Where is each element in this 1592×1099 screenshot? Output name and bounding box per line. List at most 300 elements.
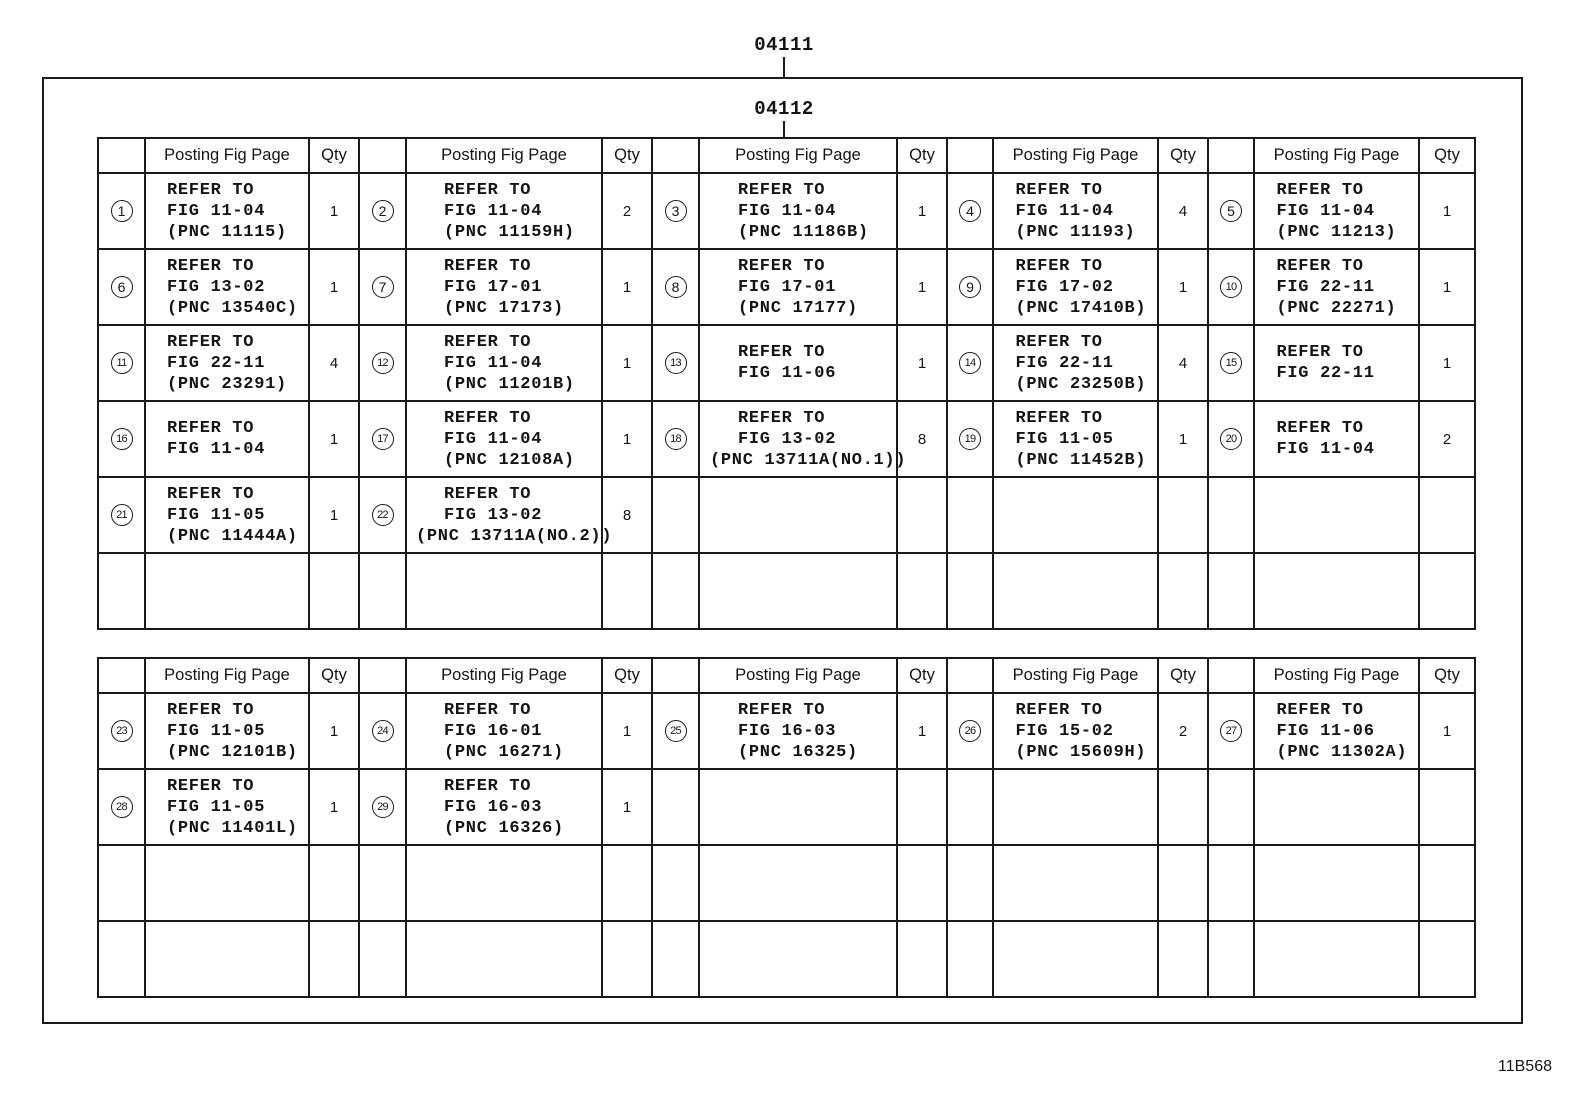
callout-number-icon: 13 <box>665 352 687 374</box>
reference-line: FIG 11-05 <box>167 721 266 741</box>
reference-line: REFER TO <box>444 484 532 504</box>
reference-line: FIG 11-05 <box>1015 429 1114 449</box>
reference-line: FIG 11-06 <box>1276 721 1375 741</box>
qty-cell <box>1158 325 1208 401</box>
reference-text <box>444 332 575 395</box>
reference-line: REFER TO <box>444 776 532 796</box>
posting-cell <box>993 249 1158 325</box>
posting-cell <box>145 693 309 769</box>
reference-line: (PNC 11159H) <box>444 222 575 242</box>
callout-number-icon: 25 <box>665 720 687 742</box>
posting-cell <box>406 921 602 997</box>
callout-cell <box>652 921 699 997</box>
reference-line: REFER TO <box>1015 180 1103 200</box>
posting-fig-page-header: Posting Fig Page <box>699 138 897 173</box>
qty-cell <box>602 769 652 845</box>
qty-header: Qty <box>602 658 652 693</box>
reference-line: FIG 16-03 <box>444 797 543 817</box>
reference-text <box>738 180 869 243</box>
quantity-value: 1 <box>329 506 339 524</box>
reference-line: REFER TO <box>167 180 255 200</box>
qty-cell <box>1158 693 1208 769</box>
reference-line: (PNC 16271) <box>444 742 564 762</box>
posting-cell <box>145 769 309 845</box>
reference-line: (PNC 12108A) <box>444 450 575 470</box>
posting-cell <box>145 325 309 401</box>
qty-cell <box>1158 553 1208 629</box>
posting-cell <box>145 249 309 325</box>
qty-cell <box>1158 249 1208 325</box>
quantity-value: 1 <box>329 202 339 220</box>
callout-header-cell <box>98 138 145 173</box>
table-row <box>98 553 1475 629</box>
subassembly-code-label: 04112 <box>754 98 814 120</box>
reference-line: FIG 11-04 <box>1276 201 1375 221</box>
quantity-value: 1 <box>622 278 632 296</box>
reference-line: (PNC 17410B) <box>1015 298 1147 318</box>
qty-cell <box>602 553 652 629</box>
qty-cell <box>1419 921 1475 997</box>
posting-cell <box>1254 921 1419 997</box>
quantity-value: 1 <box>329 278 339 296</box>
callout-number-icon: 19 <box>959 428 981 450</box>
posting-fig-page-header: Posting Fig Page <box>406 658 602 693</box>
quantity-value: 8 <box>622 506 632 524</box>
quantity-value: 1 <box>329 722 339 740</box>
reference-text <box>738 342 858 384</box>
posting-cell <box>993 553 1158 629</box>
table-row <box>98 477 1475 553</box>
reference-line: FIG 17-02 <box>1015 277 1114 297</box>
quantity-value: 2 <box>1442 430 1452 448</box>
callout-cell <box>947 477 993 553</box>
posting-cell <box>1254 249 1419 325</box>
reference-text <box>1015 332 1147 395</box>
subassembly-leader-line <box>783 121 785 137</box>
qty-cell <box>1158 769 1208 845</box>
posting-cell <box>145 921 309 997</box>
reference-line: REFER TO <box>167 776 255 796</box>
posting-cell <box>145 401 309 477</box>
posting-cell <box>699 477 897 553</box>
qty-cell <box>1158 477 1208 553</box>
callout-number-icon: 16 <box>111 428 133 450</box>
qty-cell <box>1158 401 1208 477</box>
quantity-value: 1 <box>1442 722 1452 740</box>
reference-line: (PNC 11115) <box>167 222 287 242</box>
callout-cell <box>1208 769 1254 845</box>
reference-line: (PNC 11452B) <box>1015 450 1147 470</box>
posting-cell <box>993 325 1158 401</box>
callout-number-icon: 6 <box>111 276 133 298</box>
qty-cell <box>897 553 947 629</box>
reference-line: (PNC 16325) <box>738 742 858 762</box>
qty-cell <box>1419 769 1475 845</box>
callout-cell <box>652 401 699 477</box>
reference-text <box>167 332 287 395</box>
qty-cell <box>309 249 359 325</box>
posting-cell <box>1254 401 1419 477</box>
quantity-value: 1 <box>1178 278 1188 296</box>
quantity-value: 8 <box>917 430 927 448</box>
callout-cell <box>1208 477 1254 553</box>
callout-cell <box>947 921 993 997</box>
posting-cell <box>699 553 897 629</box>
reference-line: REFER TO <box>1276 343 1364 362</box>
reference-line: REFER TO <box>444 180 532 200</box>
reference-text <box>1015 408 1147 471</box>
table-row <box>98 845 1475 921</box>
quantity-value: 1 <box>1442 354 1452 372</box>
reference-line: FIG 16-01 <box>444 721 543 741</box>
quantity-value: 1 <box>622 430 632 448</box>
qty-cell <box>1158 173 1208 249</box>
posting-fig-page-header: Posting Fig Page <box>145 658 309 693</box>
qty-cell <box>309 845 359 921</box>
callout-cell <box>1208 249 1254 325</box>
posting-cell <box>993 401 1158 477</box>
quantity-value: 1 <box>622 722 632 740</box>
callout-header-cell <box>652 658 699 693</box>
posting-fig-page-header: Posting Fig Page <box>993 658 1158 693</box>
callout-cell <box>652 693 699 769</box>
reference-text <box>1277 418 1397 460</box>
reference-line: REFER TO <box>167 700 255 720</box>
callout-header-cell <box>652 138 699 173</box>
callout-cell <box>652 173 699 249</box>
posting-cell <box>406 325 602 401</box>
callout-cell <box>947 249 993 325</box>
qty-header: Qty <box>309 658 359 693</box>
reference-line: (PNC 11302A) <box>1276 742 1408 762</box>
table-row <box>98 173 1475 249</box>
reference-line: FIG 13-02 <box>738 429 837 449</box>
reference-line: FIG 13-02 <box>167 277 266 297</box>
reference-line: REFER TO <box>738 408 826 428</box>
table-row <box>98 325 1475 401</box>
callout-cell <box>1208 401 1254 477</box>
callout-number-icon: 29 <box>372 796 394 818</box>
qty-cell <box>602 401 652 477</box>
quantity-value: 1 <box>622 354 632 372</box>
qty-header: Qty <box>1419 658 1475 693</box>
posting-cell <box>145 173 309 249</box>
posting-cell <box>406 769 602 845</box>
callout-cell <box>359 249 406 325</box>
qty-cell <box>309 769 359 845</box>
assembly-code-label: 04111 <box>754 34 814 56</box>
posting-cell <box>699 693 897 769</box>
reference-line: FIG 11-04 <box>167 440 266 459</box>
posting-cell <box>993 845 1158 921</box>
callout-number-icon: 9 <box>959 276 981 298</box>
posting-fig-page-header: Posting Fig Page <box>993 138 1158 173</box>
reference-line: REFER TO <box>1015 332 1103 352</box>
quantity-value: 1 <box>917 354 927 372</box>
posting-cell <box>145 477 309 553</box>
qty-cell <box>309 553 359 629</box>
callout-number-icon: 4 <box>959 200 981 222</box>
reference-text <box>167 776 298 839</box>
callout-header-cell <box>98 658 145 693</box>
posting-cell <box>993 921 1158 997</box>
reference-line: FIG 11-05 <box>167 505 266 525</box>
callout-cell <box>359 553 406 629</box>
reference-line: (PNC 11401L) <box>167 818 298 838</box>
callout-header-cell <box>1208 658 1254 693</box>
reference-line: REFER TO <box>444 700 532 720</box>
quantity-value: 1 <box>329 430 339 448</box>
callout-number-icon: 21 <box>111 504 133 526</box>
reference-line: REFER TO <box>444 332 532 352</box>
quantity-value: 1 <box>917 202 927 220</box>
reference-line: FIG 17-01 <box>444 277 543 297</box>
callout-cell <box>98 249 145 325</box>
posting-cell <box>145 553 309 629</box>
callout-number-icon: 18 <box>665 428 687 450</box>
callout-number-icon: 15 <box>1220 352 1242 374</box>
reference-line: REFER TO <box>167 256 255 276</box>
quantity-value: 1 <box>622 798 632 816</box>
reference-line: (PNC 23291) <box>167 374 287 394</box>
callout-number-icon: 27 <box>1220 720 1242 742</box>
qty-header: Qty <box>1419 138 1475 173</box>
reference-line: REFER TO <box>444 408 532 428</box>
quantity-value: 4 <box>1178 354 1188 372</box>
reference-line: (PNC 17173) <box>444 298 564 318</box>
table-header-row <box>98 658 1475 693</box>
quantity-value: 1 <box>1442 202 1452 220</box>
callout-cell <box>98 401 145 477</box>
reference-text <box>167 256 298 319</box>
reference-line: REFER TO <box>1015 408 1103 428</box>
qty-cell <box>1158 921 1208 997</box>
qty-cell <box>897 173 947 249</box>
reference-table-lower <box>97 657 1476 998</box>
callout-number-icon: 12 <box>372 352 394 374</box>
callout-cell <box>98 845 145 921</box>
qty-cell <box>897 769 947 845</box>
reference-line: (PNC 13711A(NO.2)) <box>416 526 613 546</box>
quantity-value: 4 <box>329 354 339 372</box>
reference-line: REFER TO <box>167 419 255 438</box>
qty-header: Qty <box>602 138 652 173</box>
reference-text <box>1277 342 1397 384</box>
reference-text <box>1015 700 1147 763</box>
callout-header-cell <box>359 138 406 173</box>
posting-cell <box>699 325 897 401</box>
posting-cell <box>406 477 613 553</box>
callout-header-cell <box>947 138 993 173</box>
reference-line: (PNC 11213) <box>1276 222 1397 242</box>
callout-number-icon: 14 <box>959 352 981 374</box>
reference-table-upper <box>97 137 1476 630</box>
table-row <box>98 401 1475 477</box>
callout-number-icon: 3 <box>665 200 687 222</box>
posting-cell <box>699 769 897 845</box>
reference-line: FIG 11-04 <box>444 429 543 449</box>
callout-cell <box>1208 693 1254 769</box>
posting-fig-page-header: Posting Fig Page <box>1254 138 1419 173</box>
posting-fig-page-header: Posting Fig Page <box>1254 658 1419 693</box>
reference-line: REFER TO <box>167 484 255 504</box>
qty-header: Qty <box>897 138 947 173</box>
illustration-id-label: 11B568 <box>1498 1058 1552 1075</box>
reference-text <box>167 484 298 547</box>
posting-cell <box>145 845 309 921</box>
posting-fig-page-header: Posting Fig Page <box>699 658 897 693</box>
qty-cell <box>897 325 947 401</box>
reference-line: FIG 22-11 <box>1276 364 1375 383</box>
posting-cell <box>1254 553 1419 629</box>
qty-cell <box>1419 477 1475 553</box>
posting-cell <box>406 553 602 629</box>
qty-cell <box>602 693 652 769</box>
posting-cell <box>406 173 602 249</box>
qty-header: Qty <box>309 138 359 173</box>
callout-cell <box>652 249 699 325</box>
reference-text <box>444 180 575 243</box>
callout-cell <box>652 325 699 401</box>
callout-number-icon: 17 <box>372 428 394 450</box>
posting-fig-page-header: Posting Fig Page <box>145 138 309 173</box>
callout-cell <box>1208 921 1254 997</box>
callout-cell <box>652 553 699 629</box>
reference-line: FIG 16-03 <box>738 721 837 741</box>
callout-number-icon: 24 <box>372 720 394 742</box>
reference-text <box>167 700 298 763</box>
reference-line: (PNC 16326) <box>444 818 564 838</box>
qty-cell <box>897 845 947 921</box>
callout-cell <box>98 173 145 249</box>
posting-cell <box>699 845 897 921</box>
reference-text <box>1016 180 1136 243</box>
reference-line: (PNC 13711A(NO.1)) <box>710 450 907 470</box>
callout-cell <box>1208 173 1254 249</box>
qty-cell <box>309 325 359 401</box>
qty-cell <box>309 477 359 553</box>
reference-line: REFER TO <box>444 256 532 276</box>
callout-cell <box>947 401 993 477</box>
callout-cell <box>652 477 699 553</box>
qty-cell <box>309 401 359 477</box>
reference-line: (PNC 15609H) <box>1015 742 1147 762</box>
posting-fig-page-header: Posting Fig Page <box>406 138 602 173</box>
posting-cell <box>1254 693 1419 769</box>
reference-line: REFER TO <box>1276 180 1364 200</box>
reference-text <box>444 256 564 319</box>
reference-line: (PNC 13540C) <box>167 298 298 318</box>
quantity-value: 1 <box>917 722 927 740</box>
reference-line: FIG 13-02 <box>444 505 543 525</box>
reference-text <box>167 180 287 243</box>
table-row <box>98 249 1475 325</box>
posting-cell <box>1254 477 1419 553</box>
quantity-value: 4 <box>1178 202 1188 220</box>
callout-cell <box>359 845 406 921</box>
posting-cell <box>993 173 1158 249</box>
reference-line: (PNC 22271) <box>1276 298 1397 318</box>
qty-cell <box>602 249 652 325</box>
quantity-value: 1 <box>329 798 339 816</box>
qty-header: Qty <box>1158 658 1208 693</box>
quantity-value: 2 <box>1178 722 1188 740</box>
callout-cell <box>359 173 406 249</box>
posting-cell <box>993 769 1158 845</box>
reference-line: (PNC 23250B) <box>1015 374 1147 394</box>
callout-number-icon: 20 <box>1220 428 1242 450</box>
qty-cell <box>309 693 359 769</box>
callout-header-cell <box>359 658 406 693</box>
reference-line: FIG 17-01 <box>738 277 837 297</box>
reference-line: FIG 11-06 <box>738 364 837 383</box>
qty-cell <box>1419 845 1475 921</box>
reference-text <box>444 408 575 471</box>
qty-cell <box>1158 845 1208 921</box>
reference-line: (PNC 11193) <box>1015 222 1136 242</box>
reference-line: (PNC 11201B) <box>444 374 575 394</box>
callout-header-cell <box>1208 138 1254 173</box>
qty-cell <box>309 921 359 997</box>
table-row <box>98 921 1475 997</box>
reference-line: FIG 11-04 <box>738 201 837 221</box>
qty-header: Qty <box>897 658 947 693</box>
callout-cell <box>359 921 406 997</box>
qty-cell <box>1419 173 1475 249</box>
callout-cell <box>98 769 145 845</box>
reference-line: REFER TO <box>1276 700 1364 720</box>
reference-text <box>1015 256 1147 319</box>
quantity-value: 1 <box>1442 278 1452 296</box>
reference-line: FIG 11-04 <box>1015 201 1114 221</box>
callout-number-icon: 26 <box>959 720 981 742</box>
callout-number-icon: 8 <box>665 276 687 298</box>
reference-text <box>167 418 287 460</box>
callout-number-icon: 11 <box>111 352 133 374</box>
reference-line: FIG 11-04 <box>444 353 543 373</box>
callout-cell <box>98 921 145 997</box>
reference-line: REFER TO <box>738 343 826 362</box>
callout-cell <box>359 325 406 401</box>
qty-cell <box>897 921 947 997</box>
callout-number-icon: 10 <box>1220 276 1242 298</box>
reference-text <box>1277 180 1397 243</box>
table-row <box>98 769 1475 845</box>
callout-header-cell <box>947 658 993 693</box>
qty-cell <box>897 477 947 553</box>
reference-line: REFER TO <box>738 180 826 200</box>
reference-line: REFER TO <box>738 256 826 276</box>
table-header-row <box>98 138 1475 173</box>
posting-cell <box>993 693 1158 769</box>
reference-line: FIG 22-11 <box>167 353 266 373</box>
callout-cell <box>359 693 406 769</box>
posting-cell <box>406 401 602 477</box>
reference-text <box>1277 256 1397 319</box>
callout-cell <box>947 693 993 769</box>
reference-text <box>738 256 858 319</box>
reference-line: FIG 11-04 <box>167 201 266 221</box>
callout-cell <box>947 173 993 249</box>
reference-line: REFER TO <box>1276 256 1364 276</box>
callout-cell <box>98 553 145 629</box>
reference-text <box>416 484 613 547</box>
callout-cell <box>1208 553 1254 629</box>
posting-cell <box>406 693 602 769</box>
posting-cell <box>406 249 602 325</box>
callout-cell <box>98 325 145 401</box>
posting-cell <box>1254 173 1419 249</box>
